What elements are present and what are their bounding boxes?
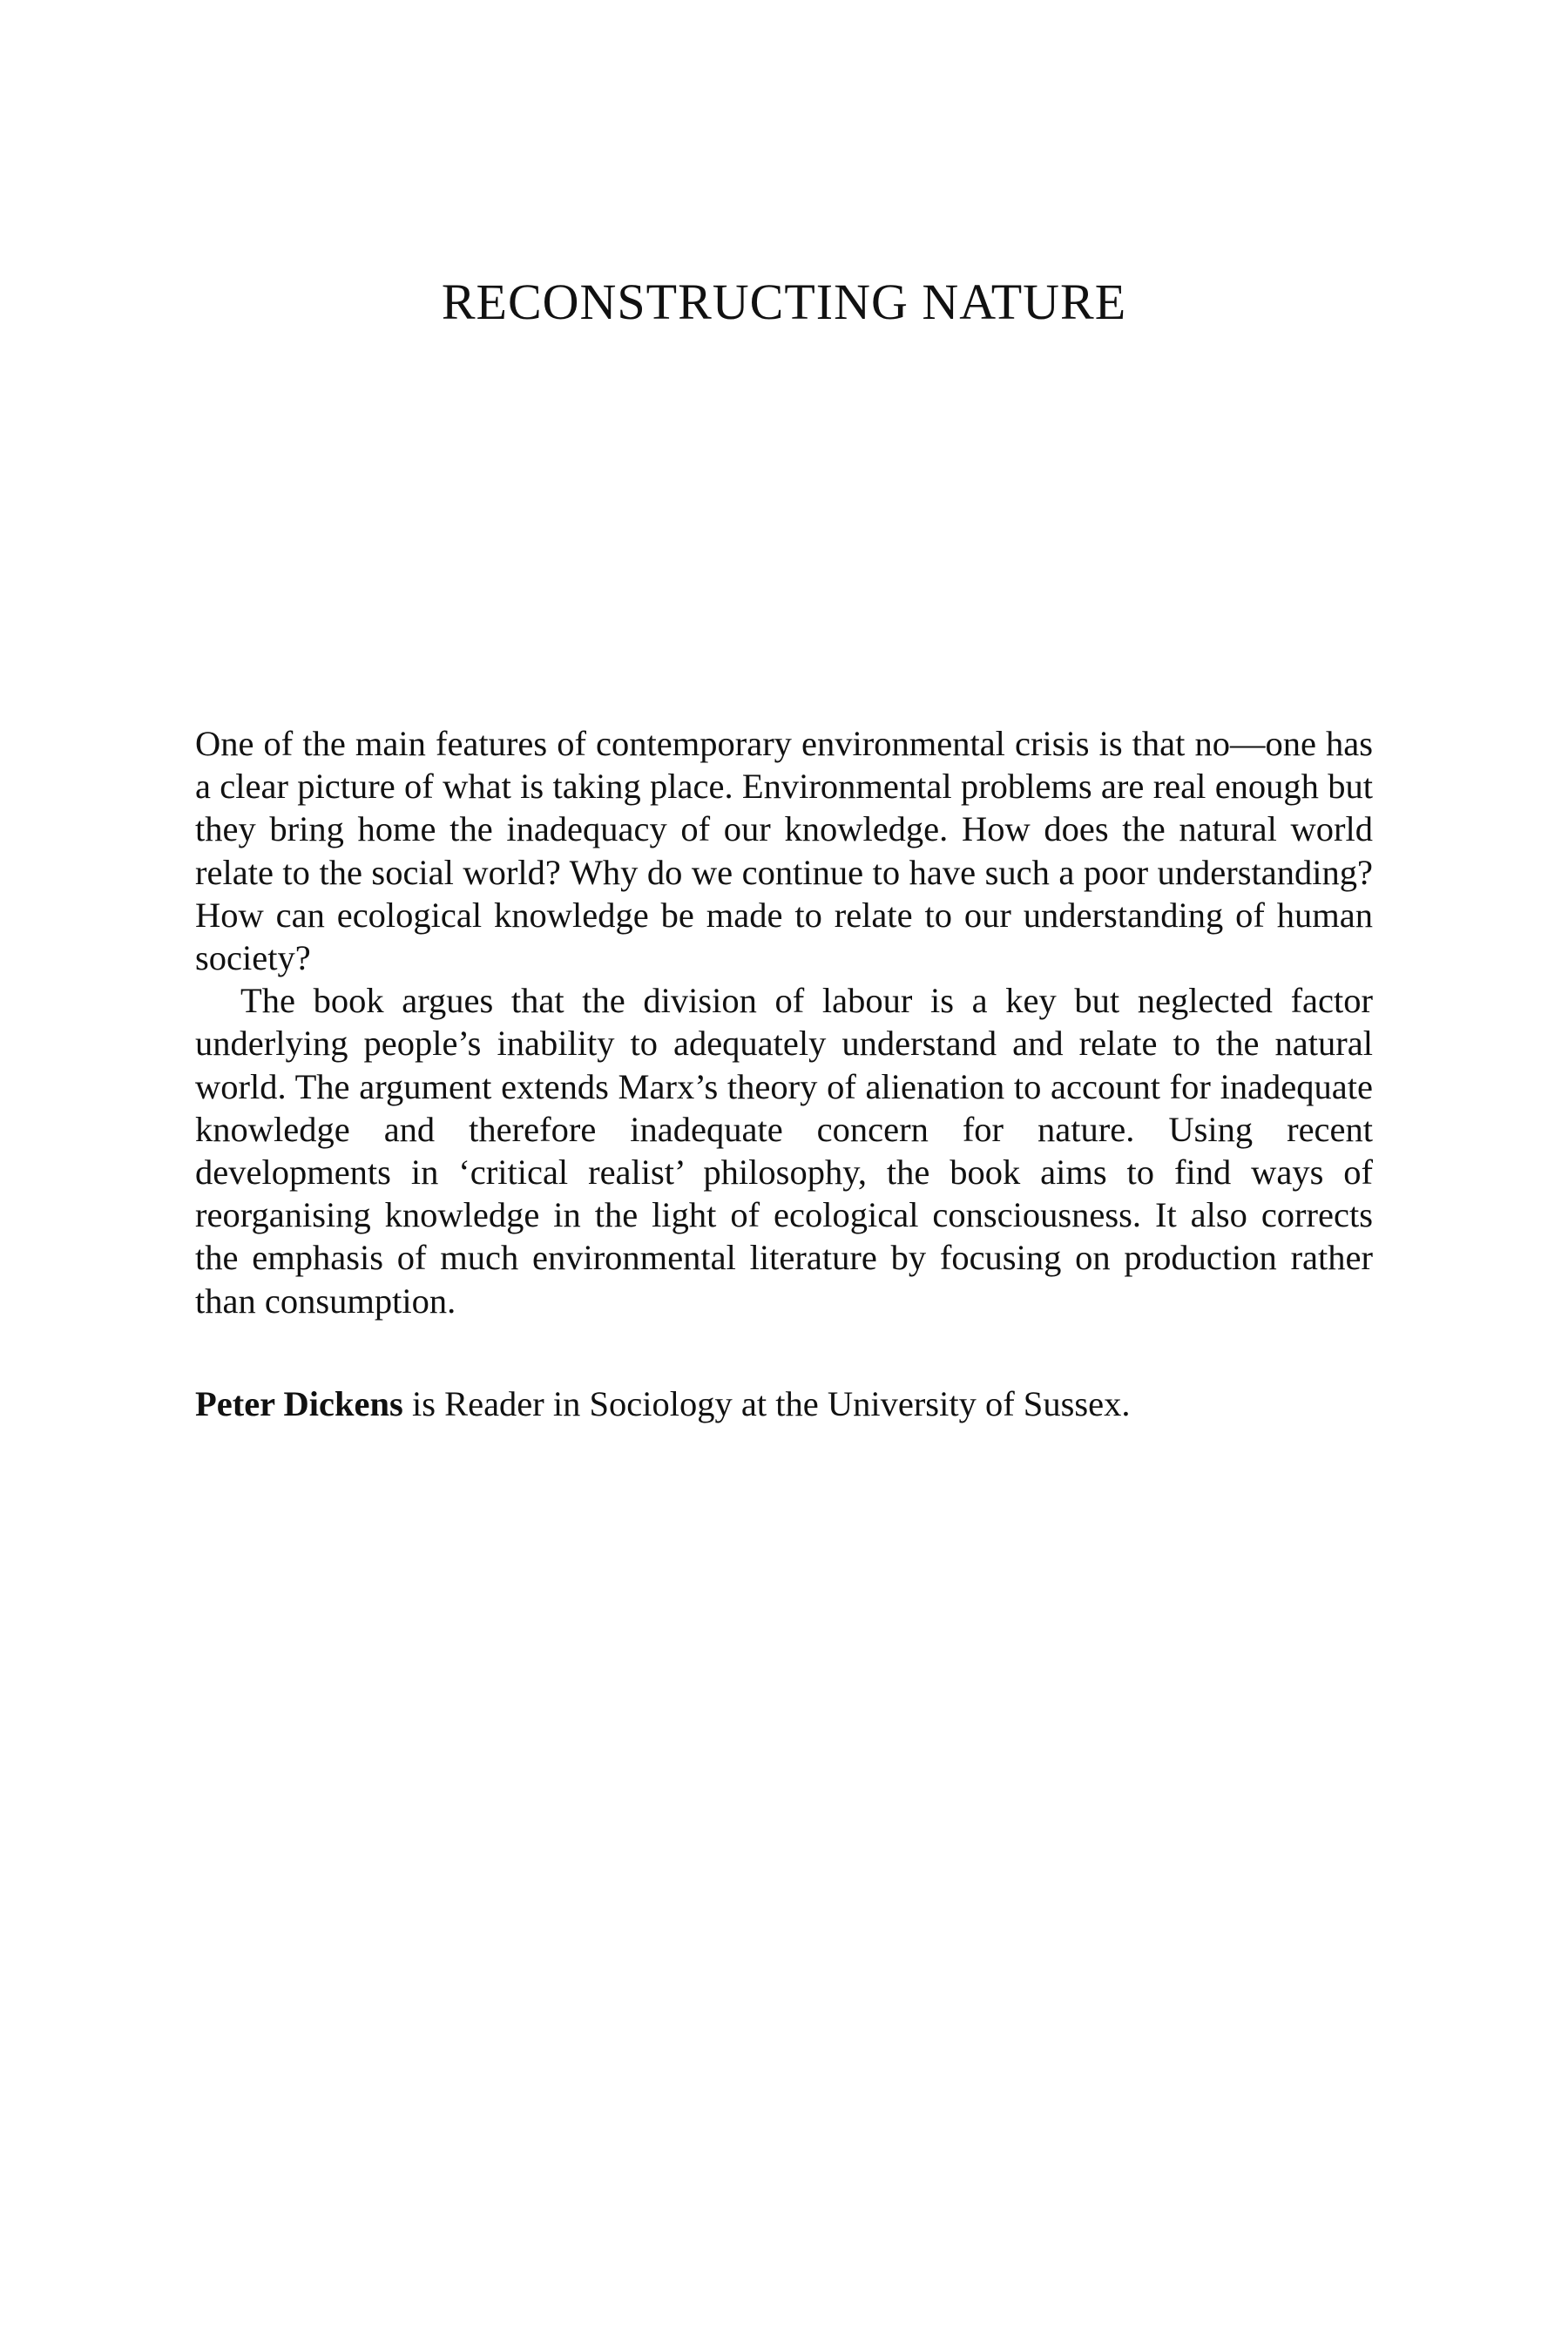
author-name: Peter Dickens	[195, 1384, 403, 1423]
book-blurb	[195, 722, 1373, 1322]
author-bio: is Reader in Sociology at the University of Sussex.	[402, 1384, 1131, 1423]
blurb-paragraph: One of the main features of contemporary environmental crisis is that no—one has a clear picture of what is taking place. Environmental problems are real enough but they bring home the inadequacy of our knowledge. How does the natural world relate to the social world? Why do we continue to have such a poor understanding? How can ecological knowledge be made to relate to our understanding of human society?	[195, 724, 1373, 978]
author-note	[195, 1382, 1373, 1425]
book-title: RECONSTRUCTING NATURE	[441, 274, 1127, 330]
blurb-paragraph: The book argues that the division of labour is a key but neglected factor underlying people’s inability to adequately understand and relate to the natural world. The argument extends Marx’s theory of alienation to account for inadequate knowledge and therefore inadequate concern for nature. Using recent developments in ‘critical realist’ philosophy, the book aims to find ways of reorganising knowledge in the light of ecological consciousness. It also corrects the emphasis of much environmental literature by focusing on production rather than consumption.	[195, 981, 1373, 1321]
